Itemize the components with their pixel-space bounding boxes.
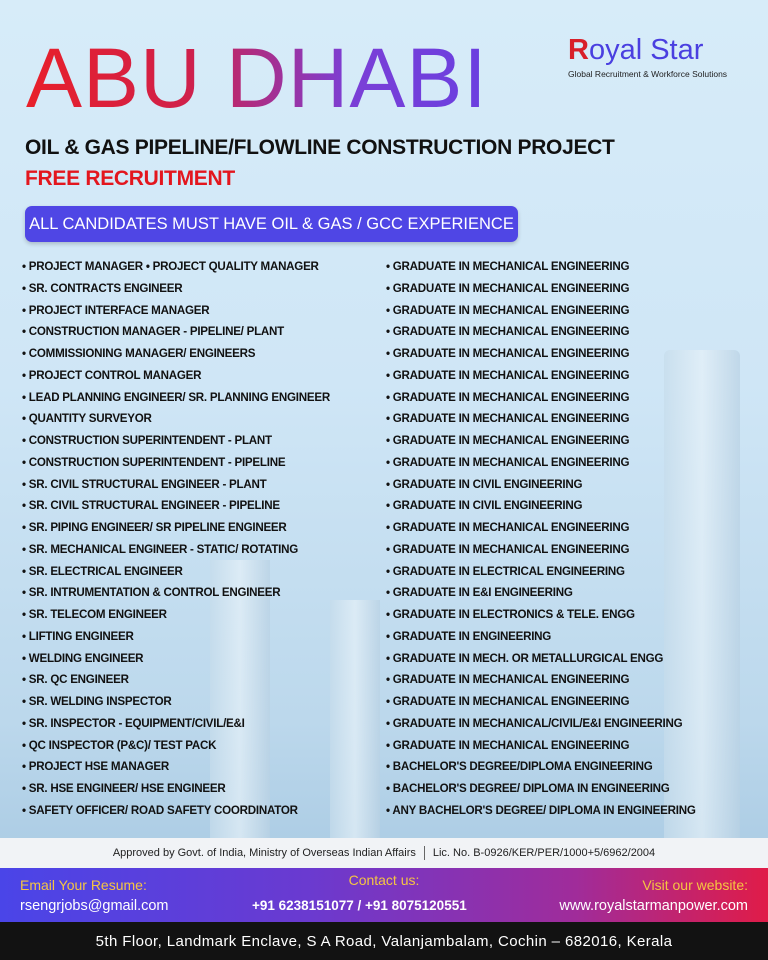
position-item: • SAFETY OFFICER/ ROAD SAFETY COORDINATOR	[22, 803, 298, 817]
position-item: • SR. CIVIL STRUCTURAL ENGINEER - PLANT	[22, 477, 267, 491]
approval-bar	[0, 838, 768, 868]
qualification-item: • GRADUATE IN MECHANICAL ENGINEERING	[386, 281, 630, 295]
license-number: Lic. No. B-0926/KER/PER/1000+5/6962/2004	[432, 847, 656, 859]
position-item: • COMMISSIONING MANAGER/ ENGINEERS	[22, 347, 256, 360]
address: 5th Floor, Landmark Enclave, S A Road, Valanjambalam, Cochin – 682016, Kerala	[0, 922, 768, 960]
position-item: • SR. QC ENGINEER	[22, 673, 129, 687]
qualification-item: • GRADUATE IN MECHANICAL ENGINEERING	[386, 738, 630, 752]
position-item: • PROJECT HSE MANAGER	[22, 760, 169, 774]
project-subtitle: OIL & GAS PIPELINE/FLOWLINE CONSTRUCTION PROJECT	[25, 136, 615, 159]
position-item: • SR. WELDING INSPECTOR	[22, 695, 172, 708]
position-item: • WELDING ENGINEER	[22, 651, 144, 665]
position-item: • PROJECT INTERFACE MANAGER	[22, 303, 210, 317]
position-item: • LEAD PLANNING ENGINEER/ SR. PLANNING ENGINEER	[22, 390, 330, 404]
position-item: • QC INSPECTOR (P&C)/ TEST PACK	[22, 738, 217, 752]
position-item: • QUANTITY SURVEYOR	[22, 412, 152, 426]
position-item: • LIFTING ENGINEER	[22, 629, 134, 643]
position-item: • PROJECT CONTROL MANAGER	[22, 368, 202, 382]
logo-brand: Royal Star	[568, 34, 704, 66]
position-item: • SR. PIPING ENGINEER/ SR PIPELINE ENGINEER	[22, 521, 287, 534]
qualification-item: • GRADUATE IN MECHANICAL ENGINEERING	[386, 542, 630, 556]
position-item: • SR. INSPECTOR - EQUIPMENT/CIVIL/E&I	[22, 716, 245, 730]
qualification-item: • GRADUATE IN MECHANICAL ENGINEERING	[386, 390, 630, 404]
qualification-item: • ANY BACHELOR'S DEGREE/ DIPLOMA IN ENGINEERING	[386, 803, 696, 817]
position-item: • CONSTRUCTION SUPERINTENDENT - PLANT	[22, 434, 272, 447]
qualification-item: • GRADUATE IN E&I ENGINEERING	[386, 586, 573, 600]
company-logo	[568, 36, 727, 79]
qualification-item: • GRADUATE IN MECHANICAL ENGINEERING	[386, 303, 630, 317]
email-label: Email Your Resume:	[20, 877, 147, 893]
contact-bar	[0, 868, 768, 922]
qualification-item: • GRADUATE IN MECH. OR METALLURGICAL ENGG	[386, 651, 664, 665]
qualification-item: • GRADUATE IN MECHANICAL ENGINEERING	[386, 695, 630, 708]
qualification-item: • GRADUATE IN MECHANICAL ENGINEERING	[386, 347, 630, 360]
email-link[interactable]: rsengrjobs@gmail.com	[20, 898, 169, 914]
qualification-item: • GRADUATE IN MECHANICAL ENGINEERING	[386, 673, 630, 687]
position-item: • SR. ELECTRICAL ENGINEER	[22, 564, 183, 578]
qualification-item: • GRADUATE IN MECHANICAL/CIVIL/E&I ENGINEERING	[386, 716, 683, 730]
qualification-item: • GRADUATE IN ELECTRICAL ENGINEERING	[386, 564, 625, 578]
position-item: • CONSTRUCTION MANAGER - PIPELINE/ PLANT	[22, 325, 285, 339]
positions-list	[22, 259, 330, 825]
approval-text: Approved by Govt. of India, Ministry of Overseas Indian Affairs	[112, 847, 416, 859]
qualification-item: • GRADUATE IN MECHANICAL ENGINEERING	[386, 368, 630, 382]
logo-tagline: Global Recruitment & Workforce Solutions	[568, 69, 728, 79]
website-link[interactable]: www.royalstarmanpower.com	[559, 898, 748, 914]
qualifications-list	[386, 259, 696, 825]
qualification-item: • GRADUATE IN CIVIL ENGINEERING	[386, 499, 583, 513]
position-item: • SR. CONTRACTS ENGINEER	[22, 281, 183, 295]
qualification-item: • GRADUATE IN MECHANICAL ENGINEERING	[386, 325, 630, 339]
position-item: • PROJECT MANAGER • PROJECT QUALITY MANAGER	[22, 260, 319, 273]
position-item: • SR. TELECOM ENGINEER	[22, 608, 167, 621]
free-recruitment-label: FREE RECRUITMENT	[25, 167, 235, 190]
qualification-item: • GRADUATE IN ENGINEERING	[386, 629, 552, 643]
qualification-item: • BACHELOR'S DEGREE/DIPLOMA ENGINEERING	[386, 760, 653, 774]
qualification-item: • GRADUATE IN MECHANICAL ENGINEERING	[386, 434, 630, 447]
qualification-item: • BACHELOR'S DEGREE/ DIPLOMA IN ENGINEERING	[386, 782, 670, 795]
qualification-item: • GRADUATE IN MECHANICAL ENGINEERING	[386, 412, 630, 426]
website-label: Visit our website:	[642, 877, 748, 893]
qualification-item: • GRADUATE IN MECHANICAL ENGINEERING	[386, 260, 630, 273]
qualification-item: • GRADUATE IN MECHANICAL ENGINEERING	[386, 455, 630, 469]
page-title: ABU DHABI	[26, 31, 488, 125]
position-item: • SR. MECHANICAL ENGINEER - STATIC/ ROTATING	[22, 542, 299, 556]
position-item: • CONSTRUCTION SUPERINTENDENT - PIPELINE	[22, 455, 286, 469]
requirement-banner: ALL CANDIDATES MUST HAVE OIL & GAS / GCC EXPERIENCE	[25, 206, 518, 242]
qualification-item: • GRADUATE IN MECHANICAL ENGINEERING	[386, 521, 630, 534]
position-item: • SR. INTRUMENTATION & CONTROL ENGINEER	[22, 586, 281, 600]
phone-numbers[interactable]: +91 6238151077 / +91 8075120551	[252, 898, 467, 913]
refinery-tower-decoration	[330, 600, 380, 840]
qualification-item: • GRADUATE IN CIVIL ENGINEERING	[386, 477, 583, 491]
contact-label: Contact us:	[348, 872, 420, 888]
divider	[424, 846, 425, 860]
position-item: • SR. HSE ENGINEER/ HSE ENGINEER	[22, 782, 226, 795]
qualification-item: • GRADUATE IN ELECTRONICS & TELE. ENGG	[386, 608, 635, 621]
position-item: • SR. CIVIL STRUCTURAL ENGINEER - PIPELINE	[22, 499, 280, 513]
